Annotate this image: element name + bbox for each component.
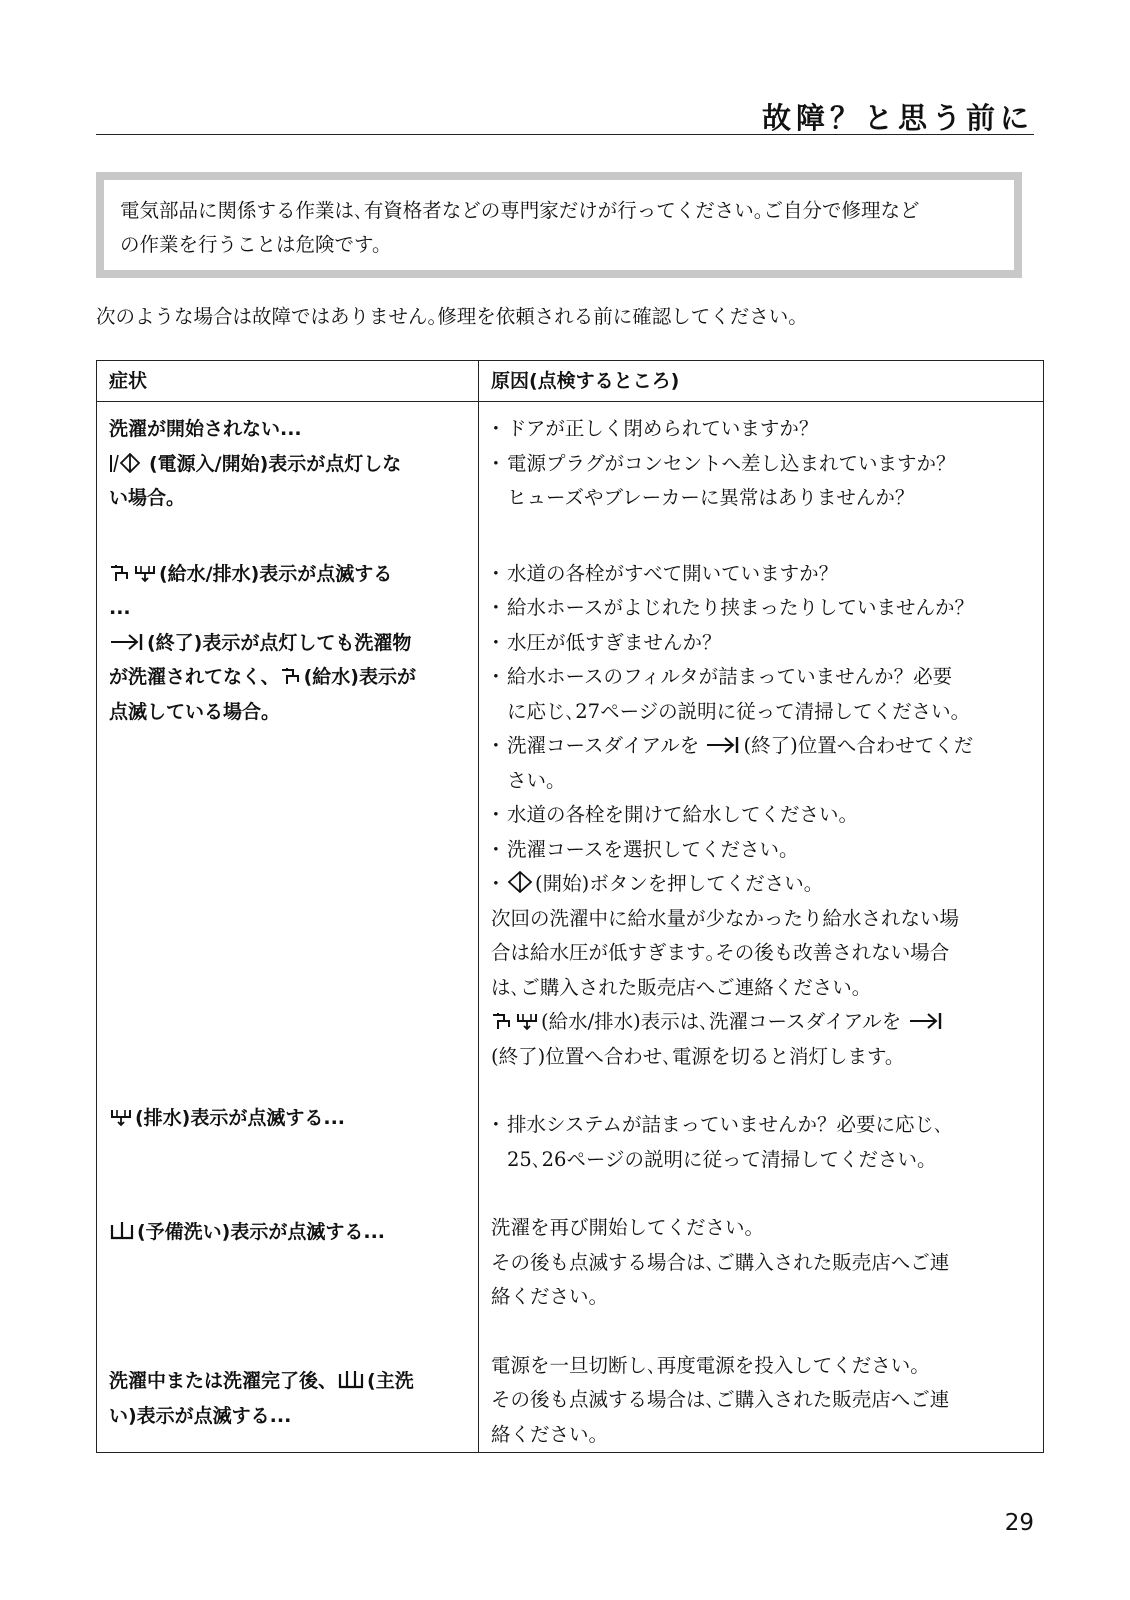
cause-line: 絡ください。 — [491, 1422, 609, 1446]
page-number: 29 — [1004, 1510, 1034, 1536]
cause-item — [491, 660, 1031, 695]
power-start-icon — [109, 453, 147, 473]
cause-item — [491, 798, 1031, 833]
bullet: ･ — [491, 803, 501, 826]
cause-text: 電源プラグがコンセントへ差し込まれていますか？ — [507, 451, 956, 475]
cause-note: 次回の洗濯中に給水量が少なかったり給水されない場 — [491, 906, 960, 930]
bullet: ･ — [491, 630, 501, 654]
cause-item — [491, 867, 1031, 902]
cause-item — [491, 447, 1031, 482]
symptom-group-1 — [109, 412, 466, 516]
symptom-group-3 — [109, 1101, 466, 1136]
intro-text: 次のような場合は故障ではありません｡修理を依頼される前に確認してください。 — [96, 305, 808, 328]
cause-group-3 — [491, 1108, 1031, 1177]
water-supply-icon — [280, 666, 302, 686]
symptom-text: (終了)表示が点灯しても洗濯物 — [147, 631, 412, 654]
cause-item — [491, 833, 1031, 868]
bullet: ･ — [491, 837, 501, 861]
cause-line: その後も点滅する場合は､ご購入された販売店へご連 — [491, 1250, 950, 1274]
symptom-line — [109, 626, 466, 661]
cause-text: (給水/排水)表示は､洗濯コースダイアルを — [541, 1010, 902, 1033]
cause-text: 排水システムが詰まっていませんか？必要に応じ､ — [507, 1113, 944, 1136]
bullet: ･ — [491, 417, 501, 440]
bullet: ･ — [491, 872, 501, 895]
bullet: ･ — [491, 734, 501, 757]
cause-item — [491, 481, 1031, 516]
symptom-text: が洗濯されてなく、 — [109, 666, 280, 688]
symptom-group-5 — [109, 1364, 466, 1433]
cause-item — [491, 764, 1031, 799]
cause-text: (終了)位置へ合わせてくだ — [743, 734, 974, 757]
bullet: ･ — [491, 665, 501, 688]
title-rule — [96, 134, 1034, 135]
cause-item — [491, 729, 1031, 764]
cause-line: 洗濯を再び開始してください。 — [491, 1216, 765, 1239]
symptom-text: (給水)表示が — [303, 666, 416, 688]
symptom-line — [109, 1101, 466, 1136]
cause-text: ヒューズやブレーカーに異常はありませんか？ — [507, 486, 915, 509]
drain-icon — [133, 563, 157, 583]
cause-text: に応じ､27ページの説明に従って清掃してください。 — [507, 699, 971, 723]
start-icon — [507, 871, 533, 893]
symptom-text: (主洗 — [367, 1370, 414, 1392]
bullet: ･ — [491, 561, 501, 585]
cause-text: 給水ホースのフィルタが詰まっていませんか？必要 — [507, 665, 953, 688]
cause-note: (終了)位置へ合わせ､電源を切ると消灯します。 — [491, 1044, 905, 1068]
cause-item — [491, 695, 1031, 730]
bullet: ･ — [491, 451, 501, 475]
cause-text: 洗濯コースを選択してください。 — [507, 837, 799, 861]
symptom-line: 洗濯が開始されない... — [109, 418, 302, 440]
symptom-line — [109, 557, 466, 592]
symptom-text: (給水/排水)表示が点滅する — [159, 562, 393, 585]
water-supply-icon — [109, 563, 131, 583]
cause-group-1 — [491, 412, 1031, 516]
cause-line: 絡ください。 — [491, 1285, 609, 1308]
warning-line: 電気部品に関係する作業は､有資格者などの専門家だけが行ってください｡ご自分で修理など — [120, 199, 920, 222]
cause-group-2 — [491, 557, 1031, 1075]
cause-text: 水道の各栓がすべて開いていますか？ — [507, 561, 839, 585]
symptom-text: (予備洗い)表示が点滅する... — [137, 1220, 386, 1243]
symptom-line: 点滅している場合。 — [109, 700, 281, 723]
cause-text: ドアが正しく閉められていますか？ — [507, 417, 819, 440]
cause-text: (開始)ボタンを押してください。 — [535, 872, 824, 895]
cause-note: 合は給水圧が低すぎます｡その後も改善されない場合 — [491, 941, 950, 964]
symptom-line — [109, 1215, 466, 1250]
cause-text: 25､26ページの説明に従って清掃してください。 — [507, 1147, 937, 1171]
bullet: ･ — [491, 596, 501, 619]
cause-text: 水道の各栓を開けて給水してください。 — [507, 803, 859, 826]
symptom-header: 症状 — [97, 361, 479, 402]
table-header-row — [97, 361, 1044, 402]
cause-group-5 — [491, 1349, 1031, 1453]
cause-group-4 — [491, 1211, 1031, 1315]
symptom-group-2 — [109, 557, 466, 730]
symptom-line: い場合。 — [109, 487, 186, 509]
cause-item — [491, 412, 1031, 447]
cause-item — [491, 626, 1031, 661]
cause-line: 電源を一旦切断し､再度電源を投入してください。 — [491, 1353, 930, 1377]
drain-icon — [515, 1011, 539, 1031]
symptom-line: い)表示が点滅する... — [109, 1404, 292, 1427]
warning-line: の作業を行うことは危険です。 — [120, 233, 392, 256]
mainwash-icon — [337, 1370, 365, 1390]
symptom-cell — [97, 402, 479, 1453]
end-icon — [705, 735, 741, 755]
cause-note — [491, 1005, 1031, 1040]
end-icon — [109, 632, 145, 652]
cause-line: その後も点滅する場合は､ご購入された販売店へご連 — [491, 1388, 950, 1411]
cause-text: 洗濯コースダイアルを — [507, 734, 700, 757]
cause-item — [491, 1108, 1031, 1143]
symptom-text: 洗濯中または洗濯完了後、 — [109, 1370, 338, 1392]
symptom-line: ... — [109, 597, 131, 619]
symptom-text: (排水)表示が点滅する... — [135, 1107, 346, 1129]
end-icon — [908, 1011, 944, 1031]
symptom-line — [109, 660, 466, 695]
troubleshooting-table — [96, 360, 1044, 1453]
water-supply-icon — [491, 1011, 513, 1031]
symptom-text: (電源入/開始)表示が点灯しな — [149, 452, 402, 475]
symptom-line — [109, 447, 466, 482]
cause-item — [491, 1143, 1031, 1178]
table-row — [97, 402, 1044, 1453]
cause-text: さい。 — [507, 768, 566, 792]
cause-text: 給水ホースがよじれたり挟まったりしていませんか？ — [507, 596, 975, 619]
cause-item — [491, 557, 1031, 592]
cause-item — [491, 591, 1031, 626]
symptom-line — [109, 1364, 466, 1399]
bullet: ･ — [491, 1113, 501, 1136]
cause-text: 水圧が低すぎませんか？ — [507, 630, 722, 654]
warning-box — [96, 172, 1022, 278]
drain-icon — [109, 1107, 133, 1127]
prewash-icon — [109, 1221, 135, 1241]
cause-cell — [479, 402, 1044, 1453]
symptom-group-4 — [109, 1215, 466, 1250]
page-title: 故障？と思う前に — [761, 101, 1034, 135]
cause-note: は､ご購入された販売店へご連絡ください。 — [491, 975, 872, 999]
cause-header: 原因(点検するところ) — [479, 361, 1044, 402]
